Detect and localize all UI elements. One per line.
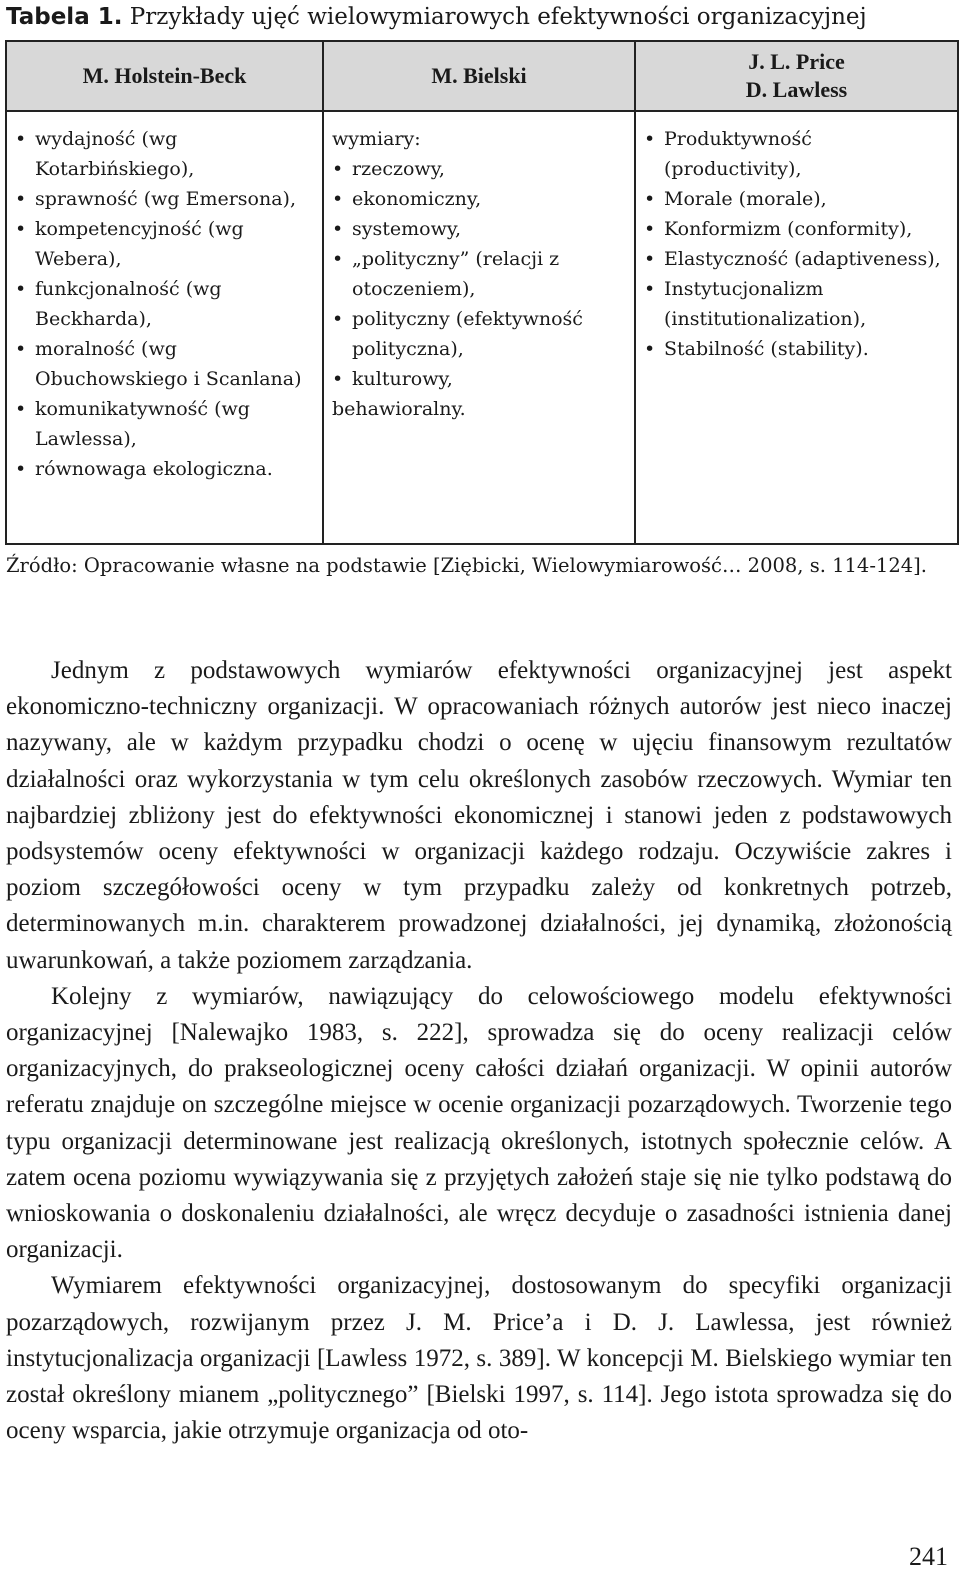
table-list-item-text: Instytucjonalizm (institutionalization), (664, 278, 867, 330)
bullet-icon: • (644, 128, 656, 150)
body-text (6, 653, 952, 1449)
table-source-note: Źródło: Opracowanie własne na podstawie [Ziębicki, Wielowymiarowość… 2008, s. 114-124]. (6, 554, 927, 577)
table-list-item (15, 124, 312, 184)
table-list-item (15, 334, 312, 394)
table-list-item (332, 394, 624, 424)
bullet-icon: • (15, 128, 27, 150)
table-list-item (644, 334, 947, 364)
table-list-item (644, 124, 947, 184)
column-holstein-beck (6, 111, 323, 544)
table-list-item-text: komunikatywność (wg Lawlessa), (35, 398, 250, 450)
bullet-icon: • (644, 278, 656, 300)
list-bielski (324, 112, 634, 424)
table-list-item-text: kompetencyjność (wg Webera), (35, 218, 244, 270)
table-header-row (6, 41, 958, 111)
table-list-item-text: moralność (wg Obuchowskiego i Scanlana) (35, 338, 302, 390)
header-holstein-beck: M. Holstein-Beck (6, 41, 323, 111)
bullet-icon: • (644, 248, 656, 270)
table-list-item (644, 184, 947, 214)
bullet-icon: • (332, 158, 344, 180)
table-list-item-text: równowaga ekologiczna. (35, 458, 273, 480)
table-title: Przykłady ujęć wielowymiarowych efektywności organizacyjnej (129, 4, 867, 30)
header-price-lawless: J. L. Price D. Lawless (635, 41, 958, 111)
page-number: 241 (909, 1542, 948, 1571)
paragraph: Kolejny z wymiarów, nawiązujący do celowościowego modelu efektywności organizacyjnej [Nalewajko 1983, s. 222], sprowadza się do oceny realizacji celów organizacyjnych, do prakseologicznej oceny całości działań organizacji. W opinii autorów referatu znajduje on szczególne miejsce w ocenie organizacji pozarządowych. Tworzenie tego typu organizacji determinowane jest realizacją określonych, istotnych społecznie celów. A zatem ocena poziomu wywiązywania się z przyjętych założeń staje się nie tylko podstawą do wnioskowania o doskonaleniu działalności, ale wręcz decyduje o zasadności istnienia danej organizacji. (6, 982, 952, 1264)
list-price-lawless (636, 112, 957, 364)
table-list-item-text: wymiary: (332, 128, 421, 150)
table-list-item-text: kulturowy, (352, 368, 453, 390)
table-list-item (332, 214, 624, 244)
bullet-icon: • (15, 188, 27, 210)
table-list-item-text: polityczny (efektywność polityczna), (352, 308, 583, 360)
table-label: Tabela 1. (6, 4, 123, 30)
table-list-item (332, 154, 624, 184)
bullet-icon: • (15, 218, 27, 240)
table-list-item (15, 454, 312, 484)
table-list-item-text: Elastyczność (adaptiveness), (664, 248, 941, 270)
table-list-item-text: systemowy, (352, 218, 462, 240)
table-list-item-text: rzeczowy, (352, 158, 445, 180)
bullet-icon: • (15, 458, 27, 480)
table-list-item-text: Konformizm (conformity), (664, 218, 913, 240)
table-list-item (15, 214, 312, 274)
table-list-item (15, 394, 312, 454)
table-list-item-text: behawioralny. (332, 398, 466, 420)
bullet-icon: • (15, 278, 27, 300)
table-list-item (332, 244, 624, 304)
table-list-item (644, 214, 947, 244)
table-list-item-text: „polityczny” (relacji z otoczeniem), (352, 248, 560, 300)
list-holstein-beck (7, 112, 322, 484)
table-list-item-text: Morale (morale), (664, 188, 827, 210)
paragraph: Jednym z podstawowych wymiarów efektywności organizacyjnej jest aspekt ekonomiczno-techniczny organizacji. W opracowaniach różnych autorów jest nieco inaczej nazywany, ale w każdym przypadku chodzi o ocenę w ujęciu finansowym rezultatów działalności oraz wykorzystania w tym celu określonych zasobów rzeczowych. Wymiar ten najbardziej zbliżony jest do efektywności ekonomicznej i stanowi jeden z podstawowych podsystemów oceny efektywności w organizacji każdego rodzaju. Oczywiście zakres i poziom szczegółowości oceny w tym przypadku zależy od konkretnych potrzeb, determinowanych m.in. charakterem prowadzonej działalności, jej dynamiką, złożonością uwarunkowań, a także poziomem zarządzania. (6, 657, 952, 974)
table-list-item-text: wydajność (wg Kotarbińskiego), (35, 128, 195, 180)
bullet-icon: • (644, 218, 656, 240)
bullet-icon: • (15, 338, 27, 360)
bullet-icon: • (332, 308, 344, 330)
table-list-item-text: Stabilność (stability). (664, 338, 869, 360)
table-list-item (15, 274, 312, 334)
table-list-item (644, 274, 947, 334)
table-body-row (6, 111, 958, 544)
table-list-item-text: Produktywność (productivity), (664, 128, 812, 180)
bullet-icon: • (332, 368, 344, 390)
table-list-item-text: ekonomiczny, (352, 188, 482, 210)
table-list-item (332, 124, 624, 154)
table-list-item (15, 184, 312, 214)
table-list-item (332, 364, 624, 394)
effectiveness-table (5, 40, 959, 545)
header-bielski: M. Bielski (323, 41, 635, 111)
bullet-icon: • (644, 188, 656, 210)
bullet-icon: • (332, 218, 344, 240)
bullet-icon: • (15, 398, 27, 420)
table-list-item (644, 244, 947, 274)
column-price-lawless (635, 111, 958, 544)
column-bielski (323, 111, 635, 544)
bullet-icon: • (332, 188, 344, 210)
table-list-item (332, 184, 624, 214)
bullet-icon: • (644, 338, 656, 360)
table-caption (6, 2, 956, 32)
table-list-item (332, 304, 624, 364)
paragraph: Wymiarem efektywności organizacyjnej, dostosowanym do specyfiki organizacji pozarządowych, rozwijanym przez J. M. Price’a i D. J. Lawlessa, jest również instytucjonalizacja organizacji [Lawless 1972, s. 389]. W koncepcji M. Bielskiego wymiar ten został określony mianem „politycznego” [Bielski 1997, s. 114]. Jego istota sprowadza się do oceny wsparcia, jakie otrzymuje organizacja od oto- (6, 1272, 952, 1445)
bullet-icon: • (332, 248, 344, 270)
table-list-item-text: sprawność (wg Emersona), (35, 188, 296, 210)
table-list-item-text: funkcjonalność (wg Beckharda), (35, 278, 222, 330)
